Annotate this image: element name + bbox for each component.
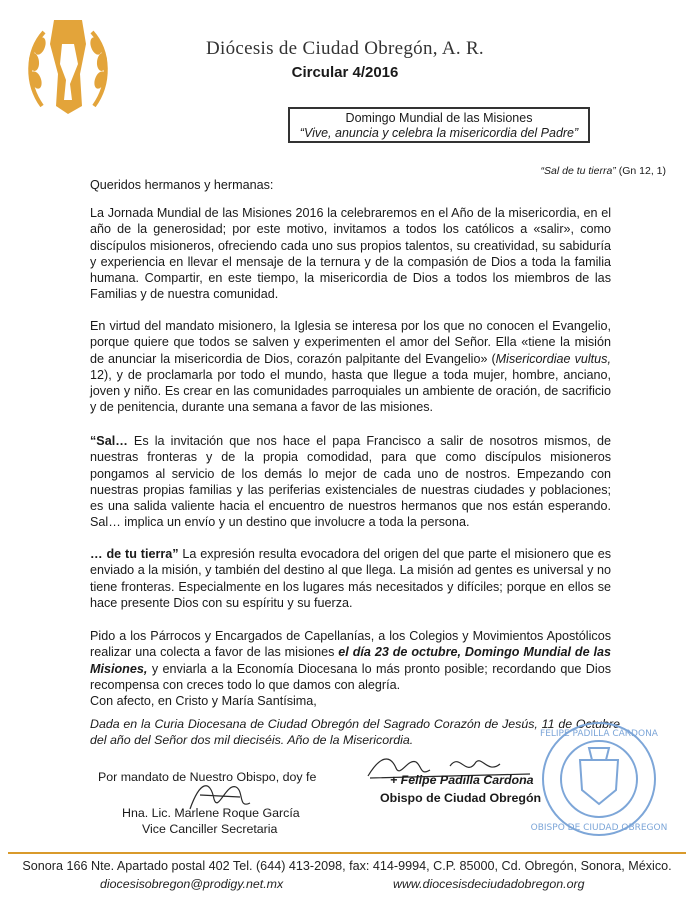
paragraph-5-text-end: y enviarla a la Economía Diocesana lo más pronto posible; recordando que Dios recompensa con creces todo lo que damos con alegría.: [90, 661, 611, 692]
paragraph-3-lead: “Sal…: [90, 434, 128, 448]
paragraph-5: [90, 628, 611, 693]
footer-address: Sonora 166 Nte. Apartado postal 402 Tel. (644) 413-2098, fax: 414-9994, C.P. 85000, Cd. Obregón, Sonora, México.: [22, 859, 672, 873]
epigraph: [541, 165, 666, 177]
paragraph-2-text: En virtud del mandato misionero, la Iglesia se interesa por los que no conocen el Evangelio, porque quiere que todos se salven y experimenten el amor del Señor. Ella «tiene la misión de anunciar la misericordia de Dios, corazón palpitante del Evangelio» (: [90, 319, 611, 366]
paragraph-2-text-end: 12), y de proclamarla por todo el mundo, hasta que llegue a toda mujer, hombre, anciano, joven y niño. Es crear en las comunidades parroquiales un ambiente de oración, de sacrificio y de penitencia, durante una semana a favor de las misiones.: [90, 367, 611, 415]
citation: Misericordiae vultus,: [495, 351, 611, 366]
diocese-name: Diócesis de Ciudad Obregón, A. R.: [206, 38, 484, 59]
svg-text:FELIPE PADILLA CARDONA: FELIPE PADILLA CARDONA: [540, 729, 658, 739]
paragraph-4-text: La expresión resulta evocadora del origen del que parte el misionero que es enviado a la misión, y también del destino al que llega. La misión ad gentes es universal y no tiene fronteras. Especialmente en los lugares más necesitados y difíciles; porque en ellos se hace presente Dios con su espíritu y su fuerza.: [90, 547, 611, 610]
bishop-name: + Felipe Padilla Cardona: [390, 773, 534, 787]
date-place: Dada en la Curia Diocesana de Ciudad Obregón del Sagrado Corazón de Jesús, 11 de Octubre del año del Señor dos mil dieciséis. Año de la Misericordia.: [90, 717, 620, 748]
epigraph-ref: (Gn 12, 1): [615, 165, 666, 177]
mandate-line: Por mandato de Nuestro Obispo, doy fe: [98, 770, 317, 784]
greeting: Queridos hermanos y hermanas:: [90, 178, 274, 192]
paragraph-1: La Jornada Mundial de las Misiones 2016 la celebraremos en el Año de la misericordia, en el año de la generosidad; por este motivo, invitamos a todos los católicos a «salir», como discípulos misioneros, ofreciendo cada uno sus propios talentos, su creatividad, su sabiduría y experiencia en llevar el mensaje de la ternura y de la compasión de Dios a toda la familia humana. Compartir, en este tiempo, la misericordia de Dios a todos los miembros de las Familias y de nuestra comunidad.: [90, 206, 611, 302]
diocese-logo: [22, 14, 114, 118]
svg-text:OBISPO DE CIUDAD OBREGON: OBISPO DE CIUDAD OBREGON: [530, 823, 668, 833]
paragraph-2: [90, 318, 611, 416]
paragraph-3-text: Es la invitación que nos hace el papa Francisco a salir de nosotros mismos, de nuestras fronteras y de la propia comodidad, para que como discípulos misioneros pongamos al servicio de los demás lo mejor de cada uno de nostros. Empezando con nuestras propias familias y las periferias existenciales de nuestras ciudades y poblaciones; es una salida valiente hacia el encuentro de nuestros hermanos que nos están esperando. Sal… implica un envío y un destino que involucre a toda la persona.: [90, 434, 611, 530]
epigraph-quote: “Sal de tu tierra”: [540, 165, 616, 177]
paragraph-4-lead: … de tu tierra”: [90, 547, 179, 561]
circular-number: Circular 4/2016: [291, 64, 399, 81]
title-line: Domingo Mundial de las Misiones: [345, 111, 533, 125]
secretary-name: Hna. Lic. Marlene Roque García: [122, 806, 300, 820]
closing: Con afecto, en Cristo y María Santísima,: [90, 694, 317, 708]
bishop-title: Obispo de Ciudad Obregón: [380, 791, 542, 805]
title-box: [288, 107, 590, 143]
footer-email[interactable]: diocesisobregon@prodigy.net.mx: [100, 877, 284, 891]
collection-date: el día 23 de octubre, Domingo Mundial de las Misiones,: [90, 645, 611, 676]
footer-website[interactable]: www.diocesisdeciudadobregon.org: [393, 877, 585, 891]
secretary-title: Vice Canciller Secretaria: [142, 822, 278, 836]
paragraph-5-text: Pido a los Párrocos y Encargados de Capellanías, a los Colegios y Movimientos Apostólicos realizar una colecta a favor de las misiones: [90, 629, 611, 660]
bishop-seal: [530, 720, 668, 838]
paragraph-3: [90, 433, 611, 531]
title-motto: “Vive, anuncia y celebra la misericordia del Padre”: [299, 126, 579, 140]
paragraph-4: [90, 546, 611, 611]
footer-divider: [8, 852, 686, 854]
